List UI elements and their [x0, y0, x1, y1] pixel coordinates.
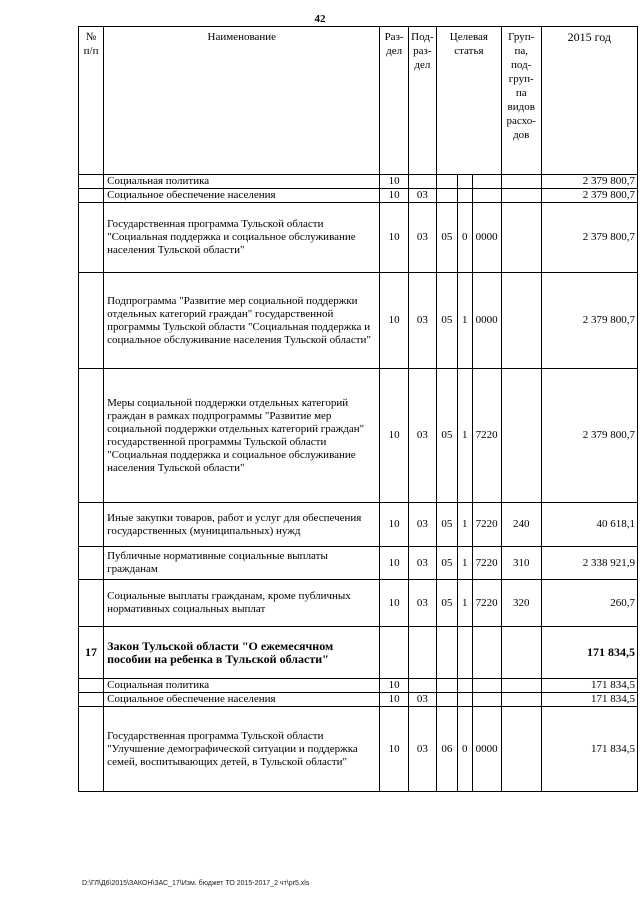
row-razdel: 10 [380, 707, 408, 792]
row-expense-group [501, 693, 541, 707]
row-target-direction: 0000 [472, 273, 501, 369]
row-amount: 2 338 921,9 [541, 547, 637, 580]
row-target-program: 05 [436, 503, 457, 547]
row-target-subprogram: 1 [457, 580, 472, 627]
row-target-direction: 0000 [472, 707, 501, 792]
row-target-direction: 0000 [472, 203, 501, 273]
table-row [79, 580, 638, 627]
row-target-subprogram [457, 627, 472, 679]
table-row [79, 707, 638, 792]
row-podrazdel [408, 679, 436, 693]
row-num [79, 693, 104, 707]
header-year: 2015 год [541, 27, 637, 175]
row-num [79, 679, 104, 693]
table-row [79, 679, 638, 693]
row-expense-group [501, 679, 541, 693]
row-amount: 171 834,5 [541, 679, 637, 693]
row-target-direction: 7220 [472, 547, 501, 580]
row-target-program [436, 627, 457, 679]
table-row [79, 175, 638, 189]
row-target-subprogram: 1 [457, 273, 472, 369]
row-amount: 171 834,5 [541, 627, 637, 679]
row-amount: 2 379 800,7 [541, 203, 637, 273]
budget-table [78, 26, 638, 792]
row-podrazdel: 03 [408, 693, 436, 707]
row-num [79, 273, 104, 369]
row-target-program: 05 [436, 273, 457, 369]
table-row [79, 627, 638, 679]
row-target-direction: 7220 [472, 580, 501, 627]
row-name: Меры социальной поддержки отдельных категорий граждан в рамках подпрограммы "Развитие мер социальной поддержки отдельных категорий граждан" государственной программы Тульской области "Социальная поддержка и социальное обслуживание населения Тульской области" [104, 369, 380, 503]
row-num: 17 [79, 627, 104, 679]
header-num: № п/п [79, 27, 104, 175]
row-razdel: 10 [380, 580, 408, 627]
row-target-program: 06 [436, 707, 457, 792]
header-group: Груп- па, под- груп- па видов расхо- дов [501, 27, 541, 175]
row-expense-group [501, 273, 541, 369]
row-name: Социальное обеспечение населения [104, 693, 380, 707]
row-amount: 2 379 800,7 [541, 189, 637, 203]
row-target-program [436, 679, 457, 693]
row-podrazdel: 03 [408, 503, 436, 547]
header-name: Наименование [104, 27, 380, 175]
row-target-direction [472, 627, 501, 679]
row-name: Иные закупки товаров, работ и услуг для обеспечения государственных (муниципальных) нужд [104, 503, 380, 547]
row-razdel: 10 [380, 693, 408, 707]
row-expense-group [501, 175, 541, 189]
row-target-subprogram [457, 189, 472, 203]
table-row [79, 693, 638, 707]
file-path-footer: D:\ГЛ\Д6\2015\ЗАКОН\ЗАС_17\Изм. бюджет ТО 2015-2017_2 чт\pr5.xls [82, 880, 310, 887]
row-expense-group: 310 [501, 547, 541, 580]
row-target-subprogram: 1 [457, 503, 472, 547]
row-razdel: 10 [380, 547, 408, 580]
row-razdel: 10 [380, 503, 408, 547]
row-name: Публичные нормативные социальные выплаты гражданам [104, 547, 380, 580]
table-header-row [79, 27, 638, 175]
row-razdel: 10 [380, 203, 408, 273]
row-expense-group: 240 [501, 503, 541, 547]
table-row [79, 203, 638, 273]
header-target: Целевая статья [436, 27, 501, 175]
row-expense-group [501, 369, 541, 503]
row-razdel: 10 [380, 679, 408, 693]
row-podrazdel: 03 [408, 580, 436, 627]
row-num [79, 369, 104, 503]
row-num [79, 189, 104, 203]
table-row [79, 189, 638, 203]
row-target-direction [472, 175, 501, 189]
row-target-direction [472, 189, 501, 203]
row-amount: 171 834,5 [541, 693, 637, 707]
row-name: Социальное обеспечение населения [104, 189, 380, 203]
row-target-program: 05 [436, 203, 457, 273]
row-target-direction: 7220 [472, 503, 501, 547]
row-podrazdel: 03 [408, 273, 436, 369]
row-target-subprogram: 1 [457, 369, 472, 503]
row-podrazdel [408, 175, 436, 189]
row-podrazdel: 03 [408, 369, 436, 503]
row-name: Подпрограмма "Развитие мер социальной поддержки отдельных категорий граждан" государственной программы Тульской области "Социальная поддержка и социальное обслуживание населения Тульской области" [104, 273, 380, 369]
row-target-subprogram [457, 679, 472, 693]
row-target-program [436, 175, 457, 189]
row-amount: 2 379 800,7 [541, 369, 637, 503]
table-row [79, 547, 638, 580]
row-podrazdel [408, 627, 436, 679]
row-expense-group [501, 203, 541, 273]
row-num [79, 707, 104, 792]
row-name: Закон Тульской области "О ежемесячном пособии на ребенка в Тульской области" [104, 627, 380, 679]
row-expense-group [501, 707, 541, 792]
row-target-program: 05 [436, 369, 457, 503]
row-num [79, 503, 104, 547]
row-name: Государственная программа Тульской области "Социальная поддержка и социальное обслуживание населения Тульской области" [104, 203, 380, 273]
row-target-program: 05 [436, 547, 457, 580]
row-name: Социальная политика [104, 679, 380, 693]
header-podrazdel: Под- раз- дел [408, 27, 436, 175]
row-target-program [436, 693, 457, 707]
row-target-subprogram: 1 [457, 547, 472, 580]
row-razdel [380, 627, 408, 679]
row-razdel: 10 [380, 273, 408, 369]
row-amount: 2 379 800,7 [541, 175, 637, 189]
row-expense-group [501, 627, 541, 679]
row-podrazdel: 03 [408, 203, 436, 273]
row-name: Социальная политика [104, 175, 380, 189]
table-row [79, 273, 638, 369]
row-podrazdel: 03 [408, 547, 436, 580]
row-razdel: 10 [380, 175, 408, 189]
row-target-subprogram: 0 [457, 203, 472, 273]
row-num [79, 547, 104, 580]
table-row [79, 369, 638, 503]
row-amount: 40 618,1 [541, 503, 637, 547]
row-num [79, 175, 104, 189]
row-name: Социальные выплаты гражданам, кроме публичных нормативных социальных выплат [104, 580, 380, 627]
row-razdel: 10 [380, 369, 408, 503]
page-number: 42 [314, 13, 326, 25]
row-num [79, 203, 104, 273]
row-target-subprogram [457, 175, 472, 189]
row-target-direction [472, 679, 501, 693]
row-razdel: 10 [380, 189, 408, 203]
row-expense-group: 320 [501, 580, 541, 627]
row-target-subprogram: 0 [457, 707, 472, 792]
row-target-direction: 7220 [472, 369, 501, 503]
header-razdel: Раз- дел [380, 27, 408, 175]
row-amount: 171 834,5 [541, 707, 637, 792]
row-target-direction [472, 693, 501, 707]
row-amount: 2 379 800,7 [541, 273, 637, 369]
row-podrazdel: 03 [408, 189, 436, 203]
row-target-program [436, 189, 457, 203]
row-amount: 260,7 [541, 580, 637, 627]
row-target-program: 05 [436, 580, 457, 627]
row-expense-group [501, 189, 541, 203]
row-target-subprogram [457, 693, 472, 707]
row-num [79, 580, 104, 627]
table-row [79, 503, 638, 547]
row-podrazdel: 03 [408, 707, 436, 792]
row-name: Государственная программа Тульской области "Улучшение демографической ситуации и поддержка семей, воспитывающих детей, в Тульской области" [104, 707, 380, 792]
